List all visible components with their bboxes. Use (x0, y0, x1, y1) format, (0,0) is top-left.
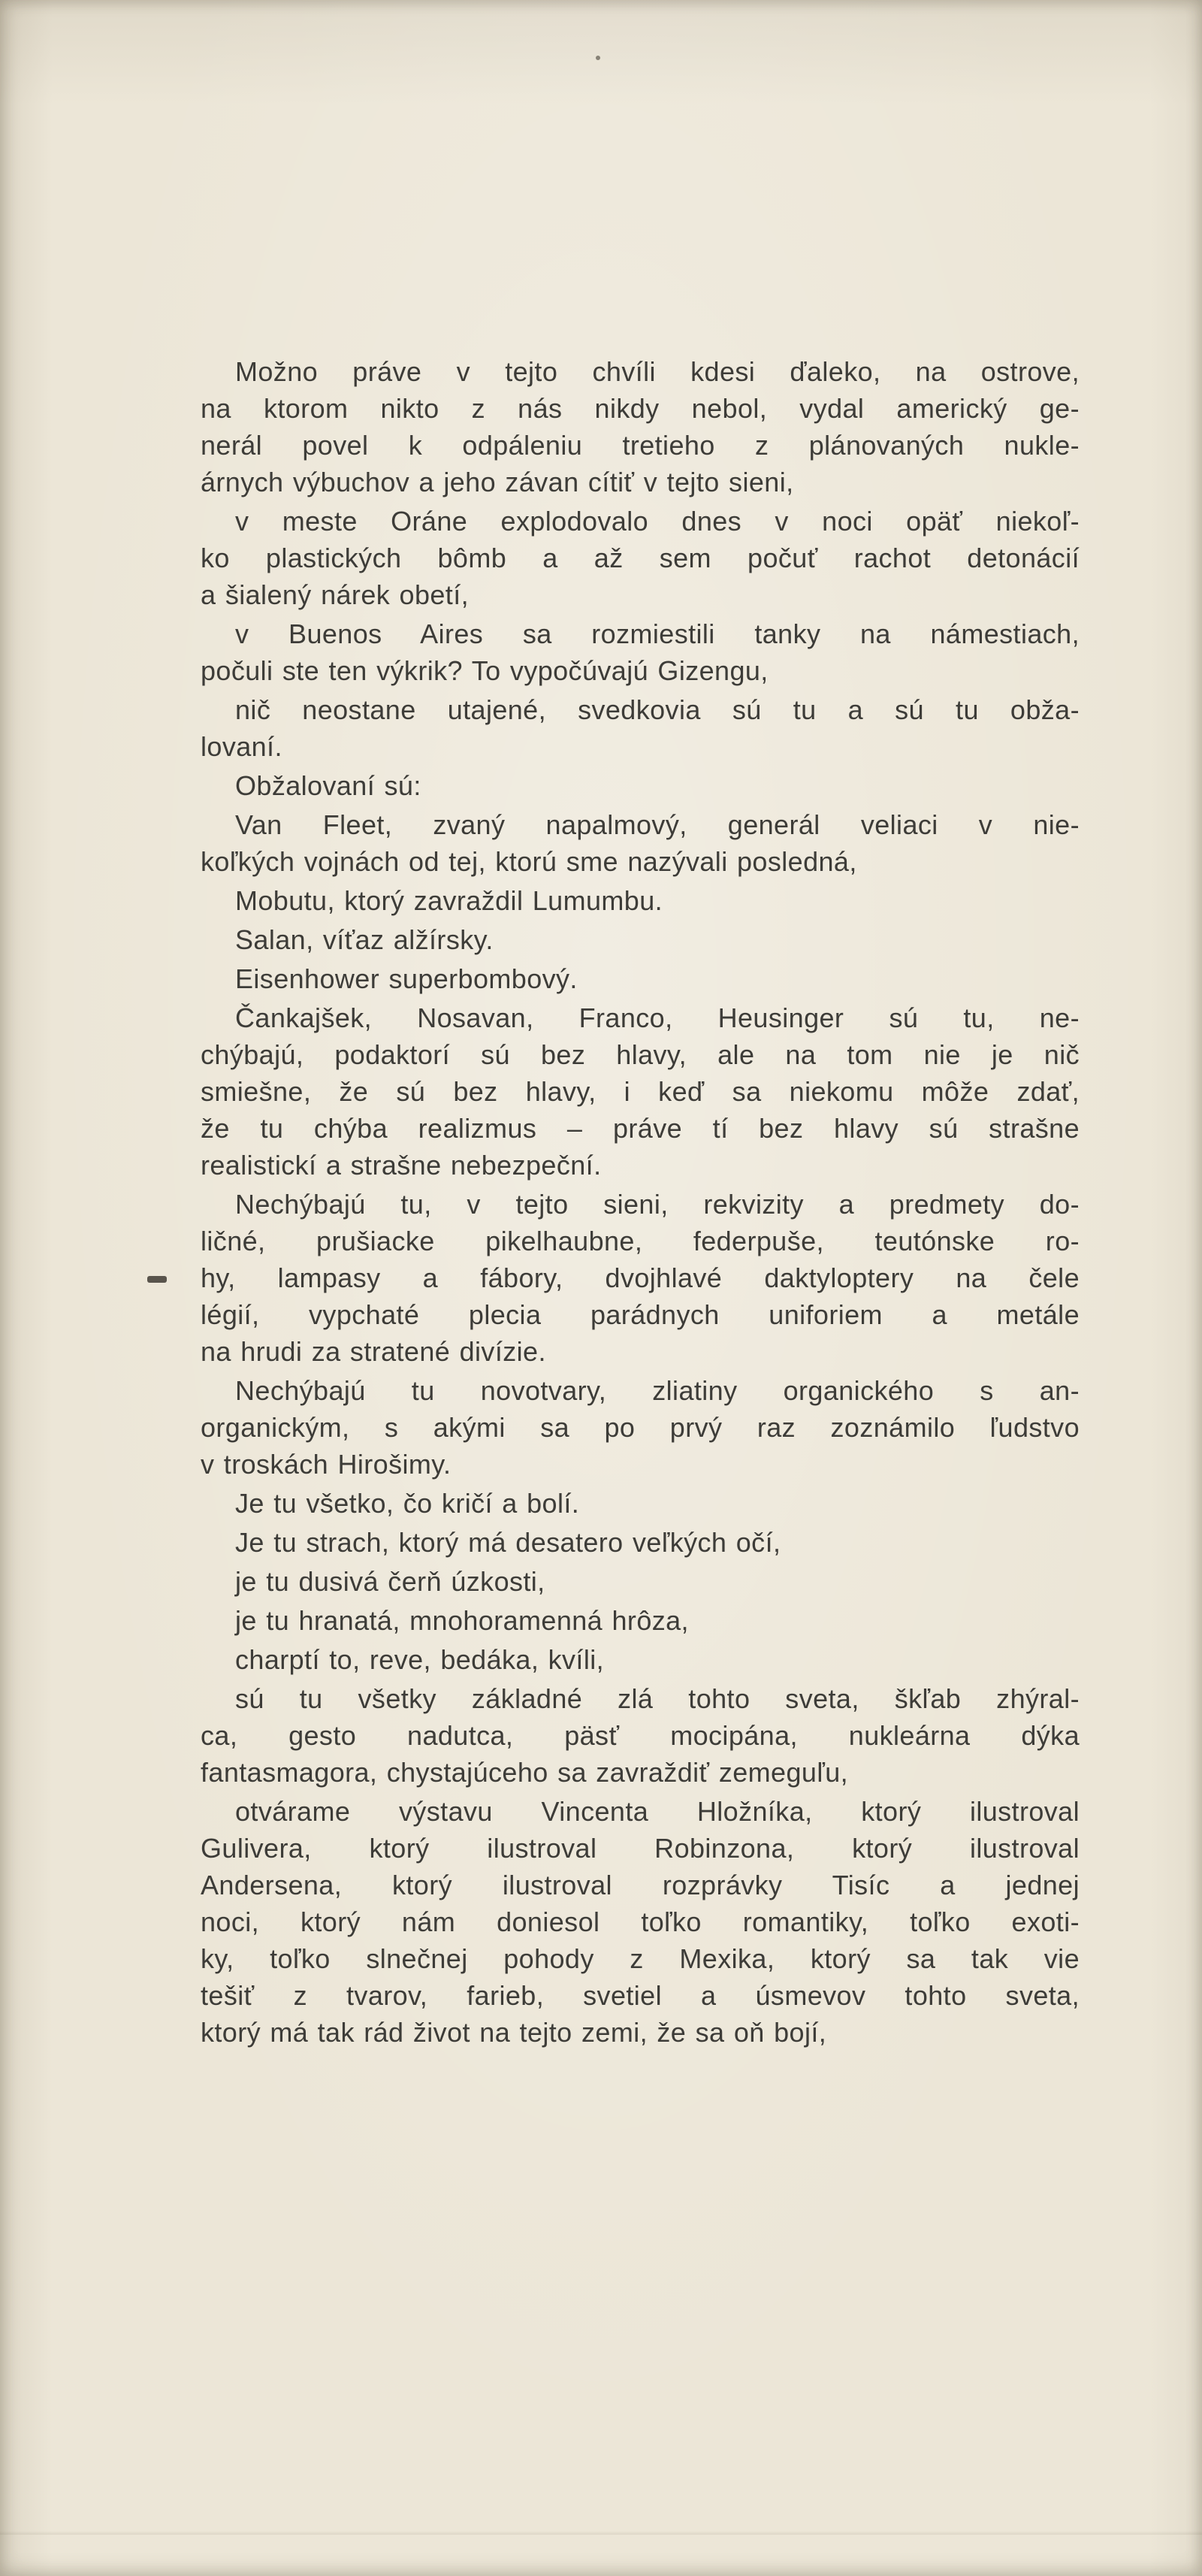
ink-speck (596, 56, 600, 60)
paragraph (201, 691, 1080, 765)
text-block (201, 353, 1080, 2053)
text-line: a šialený nárek obetí, (201, 579, 470, 610)
text-line: na ktorom nikto z nás nikdy nebol, vydal americký ge- (201, 393, 1080, 424)
paragraph (201, 960, 1080, 997)
text-line: Gulivera, ktorý ilustroval Robinzona, ktorý ilustroval (201, 1833, 1080, 1864)
paragraphs (201, 353, 1080, 2051)
text-line: charptí to, reve, bedáka, kvíli, (235, 1644, 605, 1675)
text-line: Je tu všetko, čo kričí a bolí. (235, 1488, 580, 1519)
paragraph (201, 1563, 1080, 1600)
text-line: hy, lampasy a fábory, dvojhlavé daktyloptery na čele (201, 1262, 1080, 1293)
paragraph (201, 806, 1080, 880)
text-line: ko plastických bômb a až sem počuť rachot detonácií (201, 543, 1080, 573)
text-line: v meste Oráne explodovalo dnes v noci opäť niekoľ- (235, 506, 1080, 537)
text-line: noci, ktorý nám doniesol toľko romantiky, toľko exoti- (201, 1906, 1080, 1937)
paragraph (201, 1485, 1080, 1522)
text-line: Obžalovaní sú: (235, 770, 421, 801)
paragraph (201, 999, 1080, 1184)
paragraph (201, 1524, 1080, 1561)
text-line: Mobutu, ktorý zavraždil Lumumbu. (235, 885, 663, 916)
paragraph (201, 1680, 1080, 1791)
text-line: légií, vypchaté plecia parádnych uniforiem a metále (201, 1299, 1080, 1330)
text-line: lovaní. (201, 731, 282, 762)
text-line: Eisenhower superbombový. (235, 963, 578, 994)
text-line: v Buenos Aires sa rozmiestili tanky na námestiach, (235, 618, 1080, 649)
paragraph (201, 1186, 1080, 1370)
paragraph (201, 882, 1080, 919)
text-line: realistickí a strašne nebezpeční. (201, 1150, 602, 1181)
text-line: fantasmagora, chystajúceho sa zavraždiť zemeguľu, (201, 1757, 849, 1788)
text-line: že tu chýba realizmus – práve tí bez hlavy sú strašne (201, 1113, 1080, 1144)
paragraph (201, 1372, 1080, 1483)
text-line: je tu hranatá, mnohoramenná hrôza, (235, 1605, 689, 1636)
paragraph (201, 1793, 1080, 2051)
text-line: je tu dusivá čerň úzkosti, (235, 1566, 545, 1597)
text-line: na hrudi za stratené divízie. (201, 1336, 546, 1367)
text-line: smiešne, že sú bez hlavy, i keď sa niekomu môže zdať, (201, 1076, 1080, 1107)
text-line: koľkých vojnách od tej, ktorú sme nazývali posledná, (201, 846, 857, 877)
margin-dash (147, 1276, 167, 1283)
text-line: Nechýbajú tu, v tejto sieni, rekvizity a predmety do- (235, 1189, 1080, 1220)
text-line: ca, gesto nadutca, päsť mocipána, nukleárna dýka (201, 1720, 1080, 1751)
text-line: ky, toľko slnečnej pohody z Mexika, ktorý sa tak vie (201, 1943, 1080, 1974)
paragraph (201, 767, 1080, 804)
text-line: chýbajú, podaktorí sú bez hlavy, ale na tom nie je nič (201, 1039, 1080, 1070)
text-line: organickým, s akými sa po prvý raz zoznámilo ľudstvo (201, 1412, 1080, 1443)
bottom-crease (0, 2531, 1202, 2535)
text-line: počuli ste ten výkrik? To vypočúvajú Gizengu, (201, 655, 769, 686)
paragraph (201, 615, 1080, 689)
text-line: Možno práve v tejto chvíli kdesi ďaleko, na ostrove, (235, 356, 1080, 387)
text-line: árnych výbuchov a jeho závan cítiť v tejto sieni, (201, 467, 794, 497)
text-line: tešiť z tvarov, farieb, svetiel a úsmevov tohto sveta, (201, 1980, 1080, 2011)
text-line: Salan, víťaz alžírsky. (235, 924, 494, 955)
text-line: Nechýbajú tu novotvary, zliatiny organického s an- (235, 1375, 1080, 1406)
text-line: sú tu všetky základné zlá tohto sveta, škľab zhýral- (235, 1683, 1080, 1714)
text-line: Andersena, ktorý ilustroval rozprávky Tisíc a jednej (201, 1870, 1080, 1900)
text-line: Čankajšek, Nosavan, Franco, Heusinger sú tu, ne- (235, 1002, 1080, 1033)
text-line: nerál povel k odpáleniu tretieho z plánovaných nukle- (201, 430, 1080, 461)
text-line: Je tu strach, ktorý má desatero veľkých očí, (235, 1527, 781, 1558)
text-line: ktorý má tak rád život na tejto zemi, že sa oň bojí, (201, 2017, 827, 2048)
text-line: otvárame výstavu Vincenta Hložníka, ktorý ilustroval (235, 1796, 1080, 1827)
text-line: v troskách Hirošimy. (201, 1449, 452, 1480)
text-line: Van Fleet, zvaný napalmový, generál veliaci v nie- (235, 809, 1080, 840)
paragraph (201, 1641, 1080, 1678)
text-line: nič neostane utajené, svedkovia sú tu a sú tu obža- (235, 694, 1080, 725)
paragraph (201, 921, 1080, 958)
paragraph (201, 503, 1080, 613)
paragraph (201, 1602, 1080, 1639)
paragraph (201, 353, 1080, 500)
text-line: ličné, prušiacke pikelhaubne, federpuše, teutónske ro- (201, 1226, 1080, 1256)
